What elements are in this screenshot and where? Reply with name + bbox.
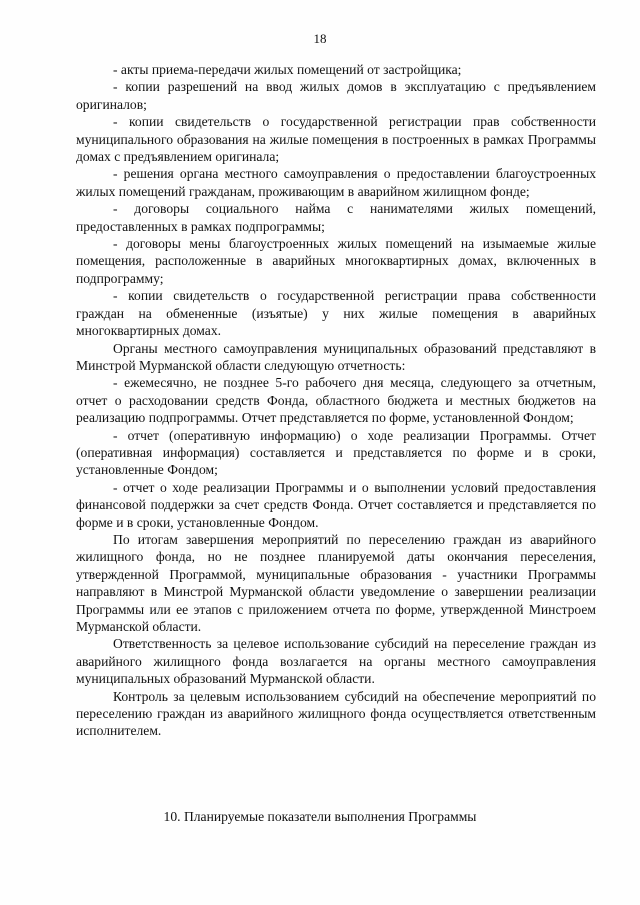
list-item: - копии свидетельств о государственной регистрации права собственности граждан на обмененные (изъятые) у них жилые помещения в аварийных многоквартирных домах. [76, 288, 596, 339]
list-item: - копии разрешений на ввод жилых домов в эксплуатацию с предъявлением оригиналов; [76, 79, 596, 112]
list-item: - отчет о ходе реализации Программы и о выполнении условий предоставления финансовой поддержки за счет средств Фонда. Отчет составляется и представляется по форме и в сроки, установленные Фондом. [76, 479, 596, 530]
list-item: - отчет (оперативную информацию) о ходе реализации Программы. Отчет (оперативная информация) составляется и представляется по форме и в сроки, установленные Фондом; [76, 427, 596, 478]
document-body [76, 61, 596, 740]
paragraph: Органы местного самоуправления муниципальных образований представляют в Минстрой Мурманской области следующую отчетность: [76, 340, 596, 373]
paragraph: Контроль за целевым использованием субсидий на обеспечение мероприятий по переселению граждан из аварийного жилищного фонда осуществляется ответственным исполнителем. [76, 688, 596, 739]
list-item: - решения органа местного самоуправления о предоставлении благоустроенных жилых помещений гражданам, проживающим в аварийном жилищном фонде; [76, 166, 596, 199]
list-item: - копии свидетельств о государственной регистрации прав собственности муниципального образования на жилые помещения в построенных в рамках Программы домах с предъявлением оригинала; [76, 114, 596, 165]
list-item: - договоры мены благоустроенных жилых помещений на изымаемые жилые помещения, расположенные в аварийных многоквартирных домах, включенных в подпрограмму; [76, 236, 596, 286]
paragraph: По итогам завершения мероприятий по переселению граждан из аварийного жилищного фонда, но не позднее планируемой даты окончания переселения, утвержденной Программой, муниципальные образования - участники Программы направляют в Минстрой Мурманской области уведомление о завершении реализации Программы или ее этапов с приложением отчета по форме, утвержденной Минстроем Мурманской области. [76, 531, 596, 634]
list-item: - ежемесячно, не позднее 5-го рабочего дня месяца, следующего за отчетным, отчет о расходовании средств Фонда, областного бюджета и местных бюджетов на реализацию подпрограммы. Отчет представляется по форме, установленной Фондом; [76, 375, 596, 426]
page-number: 18 [313, 31, 327, 46]
section-heading: 10. Планируемые показатели выполнения Программы [163, 809, 477, 824]
list-item: - договоры социального найма с нанимателями жилых помещений, предоставленных в рамках подпрограммы; [76, 201, 596, 234]
paragraph: Ответственность за целевое использование субсидий на переселение граждан из аварийного жилищного фонда возлагается на органы местного самоуправления муниципальных образований Мурманской области. [76, 636, 596, 687]
list-item: - акты приема-передачи жилых помещений от застройщика; [113, 62, 462, 77]
